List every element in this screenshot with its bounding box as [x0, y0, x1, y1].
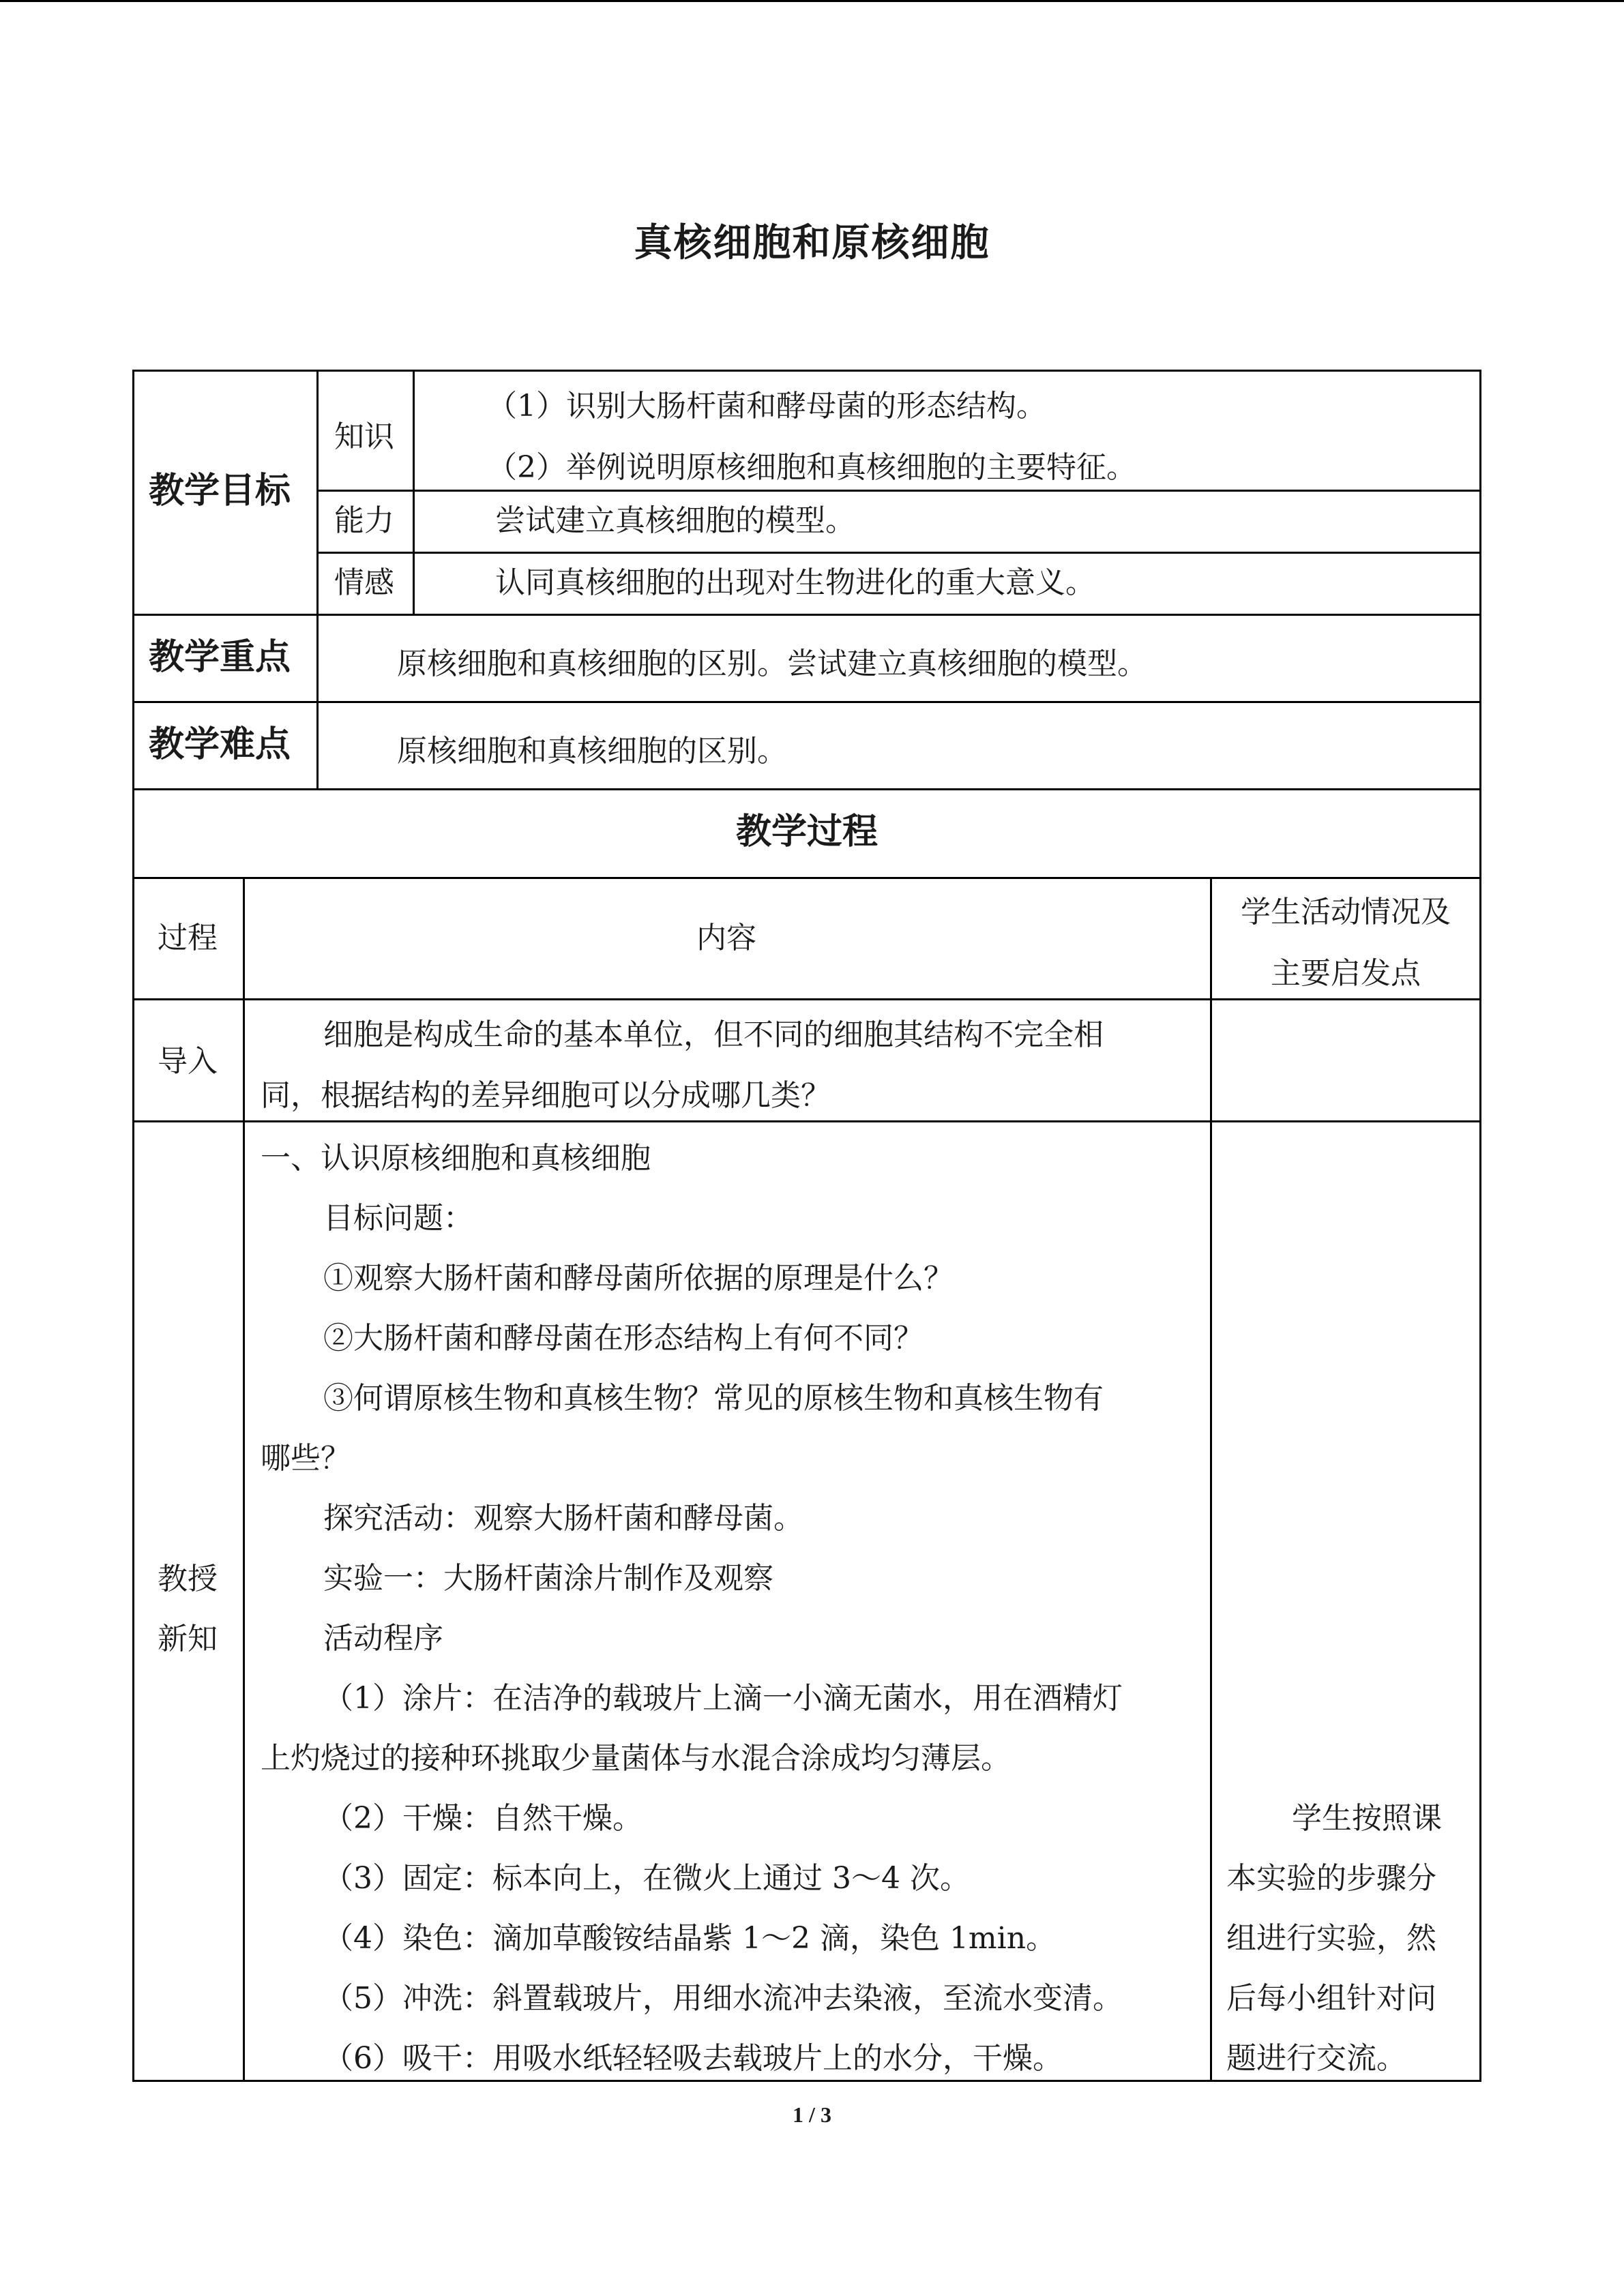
student-note-line: 题进行交流。: [1226, 2041, 1406, 2076]
student-note-line: 本实验的步骤分: [1226, 1861, 1436, 1896]
table-rule: [316, 490, 1481, 492]
ability-text: 尝试建立真核细胞的模型。: [495, 503, 855, 538]
table-rule: [132, 370, 1481, 372]
lesson-plan-table: [132, 370, 1481, 2082]
content-line: （2）干燥：自然干燥。: [323, 1801, 643, 1836]
col-header-student-line-2: 主要启发点: [1271, 956, 1421, 991]
table-rule: [243, 877, 245, 2082]
table-rule: [413, 370, 415, 614]
key-points-text: 原核细胞和真核细胞的区别。尝试建立真核细胞的模型。: [397, 646, 1147, 681]
table-rule: [1210, 877, 1212, 2082]
student-note-line: 组进行实验，然: [1226, 1921, 1436, 1956]
table-rule: [316, 370, 319, 788]
table-rule: [132, 1120, 1481, 1122]
content-line: ①观察大肠杆菌和酵母菌所依据的原理是什么？: [323, 1261, 954, 1296]
table-rule: [132, 788, 1481, 790]
content-line: （3）固定：标本向上，在微火上通过 3～4 次。: [323, 1861, 970, 1896]
content-line: 一、认识原核细胞和真核细胞: [261, 1141, 651, 1176]
intro-label: 导入: [158, 1044, 218, 1079]
knowledge-item-1: （1）识别大肠杆菌和酵母菌的形态结构。: [487, 389, 1046, 423]
content-line: ②大肠杆菌和酵母菌在形态结构上有何不同？: [323, 1321, 924, 1356]
content-line: （6）吸干：用吸水纸轻轻吸去载玻片上的水分，干燥。: [323, 2041, 1063, 2076]
table-rule: [132, 877, 1481, 879]
col-header-content: 内容: [696, 921, 756, 955]
teach-label-line-2: 新知: [158, 1622, 218, 1656]
student-note-line: 后每小组针对问: [1226, 1981, 1436, 2016]
table-rule: [132, 614, 1481, 616]
page-title: 真核细胞和原核细胞: [634, 221, 990, 265]
emotion-label: 情感: [334, 565, 394, 600]
col-header-process: 过程: [158, 921, 218, 955]
intro-line-1: 细胞是构成生命的基本单位，但不同的细胞其结构不完全相: [323, 1017, 1104, 1052]
content-line: 上灼烧过的接种环挑取少量菌体与水混合涂成均匀薄层。: [261, 1741, 1011, 1776]
knowledge-item-2: （2）举例说明原核细胞和真核细胞的主要特征。: [487, 450, 1136, 485]
difficulties-text: 原核细胞和真核细胞的区别。: [397, 734, 787, 769]
table-rule: [132, 701, 1481, 703]
knowledge-label: 知识: [334, 419, 394, 454]
table-rule: [132, 998, 1481, 1000]
ability-label: 能力: [334, 503, 394, 538]
content-line: 哪些？: [261, 1441, 351, 1476]
page-top-border: [0, 0, 1624, 2]
content-line: 探究活动：观察大肠杆菌和酵母菌。: [323, 1501, 803, 1536]
process-heading: 教学过程: [735, 811, 878, 852]
content-line: 活动程序: [323, 1621, 443, 1656]
page-number: 1 / 3: [793, 2102, 831, 2127]
emotion-text: 认同真核细胞的出现对生物进化的重大意义。: [495, 565, 1095, 600]
content-line: （5）冲洗：斜置载玻片，用细水流冲去染液，至流水变清。: [323, 1981, 1123, 2016]
table-rule: [132, 2080, 1481, 2082]
table-rule: [1479, 370, 1481, 2082]
content-line: ③何谓原核生物和真核生物？常见的原核生物和真核生物有: [323, 1381, 1104, 1416]
student-note-line: 学生按照课: [1292, 1801, 1442, 1836]
content-line: （1）涂片：在洁净的载玻片上滴一小滴无菌水，用在酒精灯: [323, 1681, 1123, 1716]
table-rule: [316, 552, 1481, 554]
objectives-heading: 教学目标: [149, 471, 291, 511]
content-line: 目标问题：: [323, 1201, 473, 1236]
key-points-heading: 教学重点: [149, 637, 291, 678]
content-line: （4）染色：滴加草酸铵结晶紫 1～2 滴，染色 1min。: [323, 1921, 1057, 1956]
content-line: 实验一：大肠杆菌涂片制作及观察: [323, 1561, 773, 1596]
col-header-student-line-1: 学生活动情况及: [1241, 895, 1451, 929]
table-rule: [132, 370, 134, 2082]
difficulties-heading: 教学难点: [149, 724, 291, 765]
teach-label-line-1: 教授: [158, 1562, 218, 1596]
intro-line-2: 同，根据结构的差异细胞可以分成哪几类？: [261, 1078, 831, 1113]
